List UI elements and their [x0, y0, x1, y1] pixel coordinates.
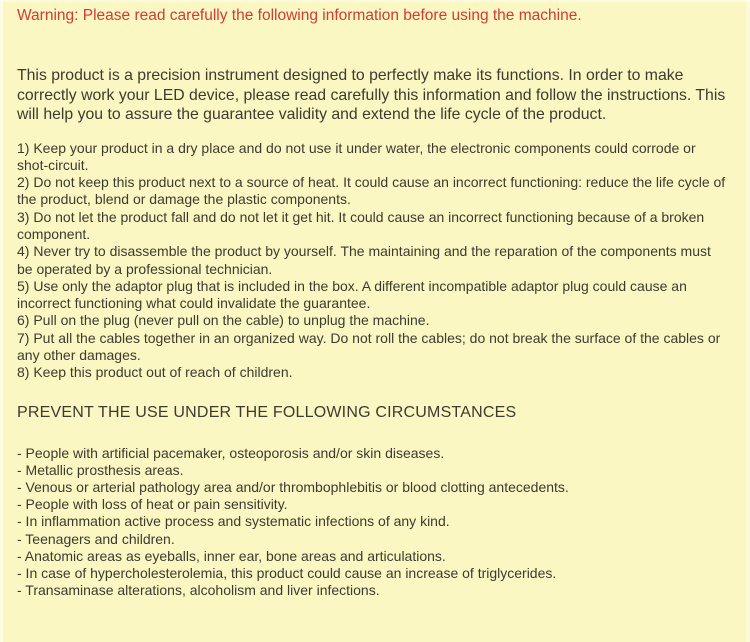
intro-paragraph: This product is a precision instrument designed to perfectly make its functions. In order to make correctly work your LED device, please read carefully this information and follow the instructions. This will help you to assure the guarantee validity and extend the life cycle of the product. [17, 67, 726, 123]
warning-title: Warning: Please read carefully the following information before using the machine. [17, 7, 582, 24]
contraindication-item: - Transaminase alterations, alcoholism and liver infections. [17, 582, 380, 599]
contraindication-item: - People with loss of heat or pain sensitivity. [17, 496, 288, 513]
instruction-item: 4) Never try to disassemble the product by yourself. The maintaining and the reparation of the components must be operated by a professional technician. [17, 243, 711, 277]
instruction-item: 1) Keep your product in a dry place and do not use it under water, the electronic components could corrode or shot-circuit. [17, 139, 696, 173]
instruction-item: 5) Use only the adaptor plug that is included in the box. A different incompatible adaptor plug could cause an incorrect functioning what could invalidate the guarantee. [17, 277, 687, 312]
contraindication-item: - Teenagers and children. [17, 530, 175, 547]
contraindication-item: - Anatomic areas as eyeballs, inner ear, bone areas and articulations. [17, 547, 446, 564]
instruction-item: 3) Do not let the product fall and do not let it get hit. It could cause an incorrect functioning because of a broken component. [17, 208, 705, 242]
contraindication-item: - In inflammation active process and systematic infections of any kind. [17, 513, 450, 530]
instruction-item: 8) Keep this product out of reach of children. [17, 364, 293, 381]
instruction-item: 6) Pull on the plug (never pull on the cable) to unplug the machine. [17, 312, 430, 329]
prevent-section-heading: PREVENT THE USE UNDER THE FOLLOWING CIRCUMSTANCES [17, 403, 517, 421]
contraindication-item: - In case of hypercholesterolemia, this product could cause an increase of triglycerides. [17, 565, 557, 582]
contraindication-item: - Metallic prosthesis areas. [17, 461, 184, 478]
instructions-list [17, 140, 727, 382]
contraindications-list [17, 445, 728, 600]
instruction-item: 2) Do not keep this product next to a source of heat. It could cause an incorrect functioning: reduce the life cycle of the product, blend or damage the plastic components. [17, 174, 726, 208]
contraindication-item: - Venous or arterial pathology area and/or thrombophlebitis or blood clotting antecedents. [17, 479, 569, 496]
instruction-item: 7) Put all the cables together in an organized way. Do not roll the cables; do not break the surface of the cables or any other damages. [17, 329, 721, 364]
contraindication-item: - People with artificial pacemaker, osteoporosis and/or skin diseases. [17, 444, 445, 461]
